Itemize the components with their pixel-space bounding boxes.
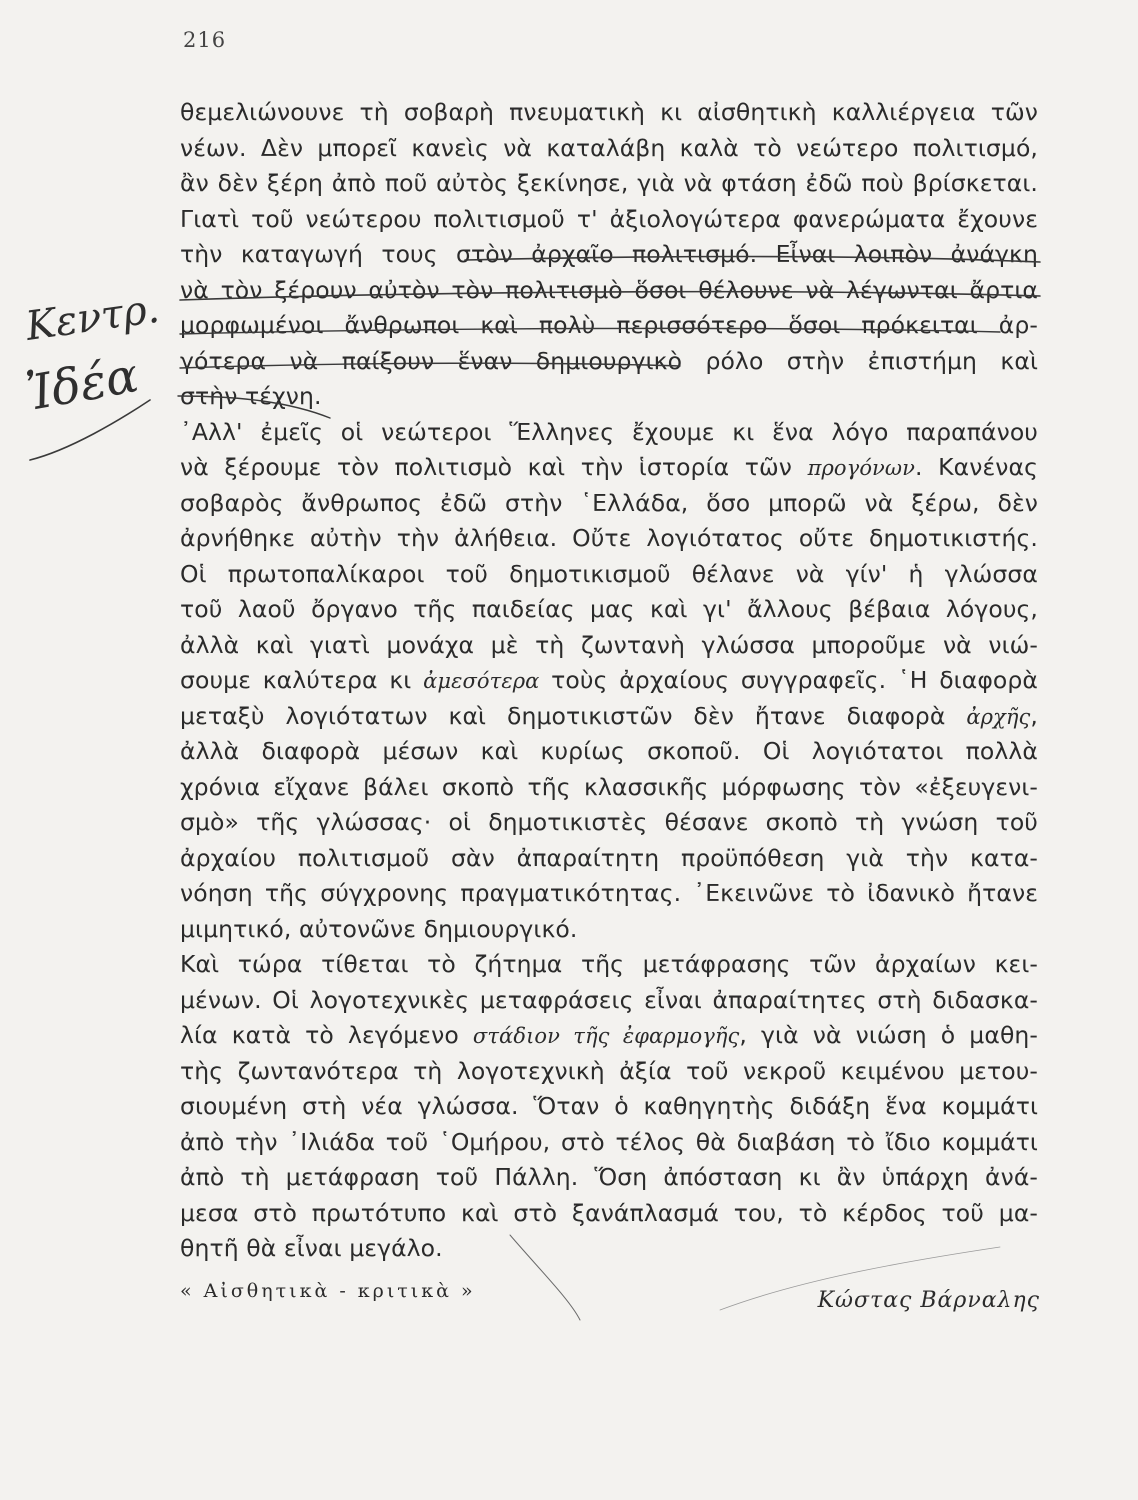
text-run: ἀπὸ τὴν ᾿Ιλιάδα τοῦ ῾Ομήρου, στὸ τέλος θὰ διαβάση τὸ ἴδιο κομμάτι: [180, 1127, 1038, 1156]
text-run: ἀλλὰ διαφορὰ μέσων καὶ κυρίως σκοποῦ. Οἱ λογιότατοι πολλὰ: [180, 737, 1038, 765]
italic-phrase: προγόνων: [807, 456, 916, 480]
text-run: χρόνια εἴχανε βάλει σκοπὸ τῆς κλασσικῆς μόρφωσης τὸν «ἐξευγενι-: [180, 772, 1038, 801]
text-run: λία κατὰ τὸ λεγόμενο: [180, 1021, 473, 1049]
text-run: μεταξὺ λογιότατων καὶ δημοτικιστῶν δὲν ἤτανε διαφορὰ: [180, 701, 967, 730]
text-run: μένων. Οἱ λογοτεχνικὲς μεταφράσεις εἶναι ἀπαραίτητες στὴ διδασκα-: [180, 985, 1038, 1014]
underline-3: [180, 328, 1000, 334]
text-run: ἀρχαίου πολιτισμοῦ σὰν ἀπαραίτητη προϋπόθεση γιὰ τὴν κατα-: [180, 843, 1038, 872]
text-run: νὰ ξέρουμε τὸν πολιτισμὸ καὶ τὴν ἱστορία τῶν: [180, 453, 808, 481]
faint-margin-line: [720, 1247, 1000, 1310]
underline-4: [180, 363, 680, 368]
author-name: Κώστας Βάρναλης: [817, 1288, 1040, 1313]
text-run: ᾿Αλλ' ἐμεῖς οἱ νεώτεροι Ἕλληνες ἔχουμε κι ἕνα λόγο παραπάνου: [180, 417, 1038, 446]
text-run: σουμε καλύτερα κι: [180, 666, 424, 694]
text-run: σιουμένη στὴ νέα γλώσσα. Ὅταν ὁ καθηγητὴς διδάξη ἕνα κομμάτι: [180, 1092, 1038, 1120]
italic-phrase: ἀμεσότερα: [423, 669, 540, 693]
source-title: « Αἰσθητικὰ - κριτικὰ »: [180, 1280, 476, 1302]
bracket-mark: [178, 396, 330, 418]
text-run: θητῆ θὰ εἶναι μεγάλο.: [180, 1234, 443, 1262]
text-run: στὴν τέχνη.: [180, 382, 322, 410]
text-run: ἂν δὲν ξέρη ἀπὸ ποῦ αὐτὸς ξεκίνησε, γιὰ νὰ φτάση ἐδῶ ποὺ βρίσκεται.: [180, 169, 1038, 197]
text-run: τὴς ζωντανότερα τὴ λογοτεχνικὴ ἀξία τοῦ νεκροῦ κειμένου μετου-: [180, 1056, 1038, 1085]
text-run: ἀπὸ τὴ μετάφραση τοῦ Πάλλη. Ὅση ἀπόσταση κι ἂν ὑπάρχη ἀνά-: [180, 1163, 1038, 1191]
text-run: νὰ τὸν ξέρουν αὐτὸν τὸν πολιτισμὸ ὅσοι θέλουνε νὰ λέγωνται ἄρτια: [180, 275, 1038, 304]
text-run: μιμητικό, αὐτονῶνε δημιουργικό.: [180, 914, 578, 943]
italic-phrase: ἀρχῆς: [966, 704, 1031, 729]
text-run: , γιὰ νὰ νιώση ὁ μαθη-: [739, 1021, 1039, 1049]
text-run: μεσα στὸ πρωτότυπο καὶ στὸ ξανάπλασμά του, τὸ κέρδος τοῦ μα-: [180, 1198, 1038, 1227]
text-run: νόηση τῆς σύγχρονης πραγματικότητας. ᾿Εκεινῶνε τὸ ἰδανικὸ ἤτανε: [180, 879, 1038, 907]
text-run: θεμελιώνουνε τὴ σοβαρὴ πνευματικὴ κι αἰσθητικὴ καλλιέργεια τῶν: [180, 98, 1038, 126]
margin-note-line1: Κεντρ.: [22, 285, 163, 350]
text-run: τὴν καταγωγή τους στὸν ἀρχαῖο πολιτισμό. Εἶναι λοιπὸν ἀνάγκη: [180, 240, 1038, 268]
text-run: Καὶ τώρα τίθεται τὸ ζήτημα τῆς μετάφρασης τῶν ἀρχαίων κει-: [180, 950, 1038, 978]
text-run: ,: [1030, 701, 1038, 730]
text-run: τοὺς ἀρχαίους συγγραφεῖς. ῾Η διαφορὰ: [539, 666, 1039, 694]
text-run: σμὸ» τῆς γλώσσας· οἱ δημοτικιστὲς θέσανε σκοπὸ τὴ γνώση τοῦ: [180, 808, 1038, 836]
page-number: 216: [183, 28, 227, 52]
italic-phrase: στάδιον τῆς ἐφαρμογῆς: [472, 1024, 740, 1048]
underline-2: [180, 292, 1040, 300]
text-run: . Κανένας: [915, 453, 1038, 481]
text-run: ἀρνήθηκε αὐτὴν τὴν ἀλήθεια. Οὔτε λογιότατος οὔτε δημοτικιστής.: [180, 524, 1038, 552]
text-run: ἀλλὰ καὶ γιατὶ μονάχα μὲ τὴ ζωντανὴ γλώσσα μποροῦμε νὰ νιώ-: [180, 630, 1038, 659]
text-run: Γιατὶ τοῦ νεώτερου πολιτισμοῦ τ' ἀξιολογώτερα φανερώματα ἔχουνε: [180, 204, 1038, 233]
faint-stroke: [510, 1235, 580, 1320]
text-run: μορφωμένοι ἄνθρωποι καὶ πολὺ περισσότερο ὅσοι πρόκειται ἀρ-: [180, 311, 1038, 339]
text-run: τοῦ λαοῦ ὄργανο τῆς παιδείας μας καὶ γι' ἄλλους βέβαια λόγους,: [180, 595, 1038, 623]
underline-1: [465, 257, 1040, 263]
text-run: Οἱ πρωτοπαλίκαροι τοῦ δημοτικισμοῦ θέλανε νὰ γίν' ἡ γλώσσα: [180, 559, 1038, 588]
margin-note-line2: Ἰδέα: [22, 347, 143, 422]
text-run: σοβαρὸς ἄνθρωπος ἐδῶ στὴν ῾Ελλάδα, ὅσο μπορῶ νὰ ξέρω, δὲν: [180, 488, 1038, 517]
text-run: γότερα νὰ παίξουν ἕναν δημιουργικὸ ρόλο στὴν ἐπιστήμη καὶ: [180, 346, 1038, 375]
text-run: νέων. Δὲν μπορεῖ κανεὶς νὰ καταλάβη καλὰ τὸ νεώτερο πολιτισμό,: [180, 133, 1038, 162]
